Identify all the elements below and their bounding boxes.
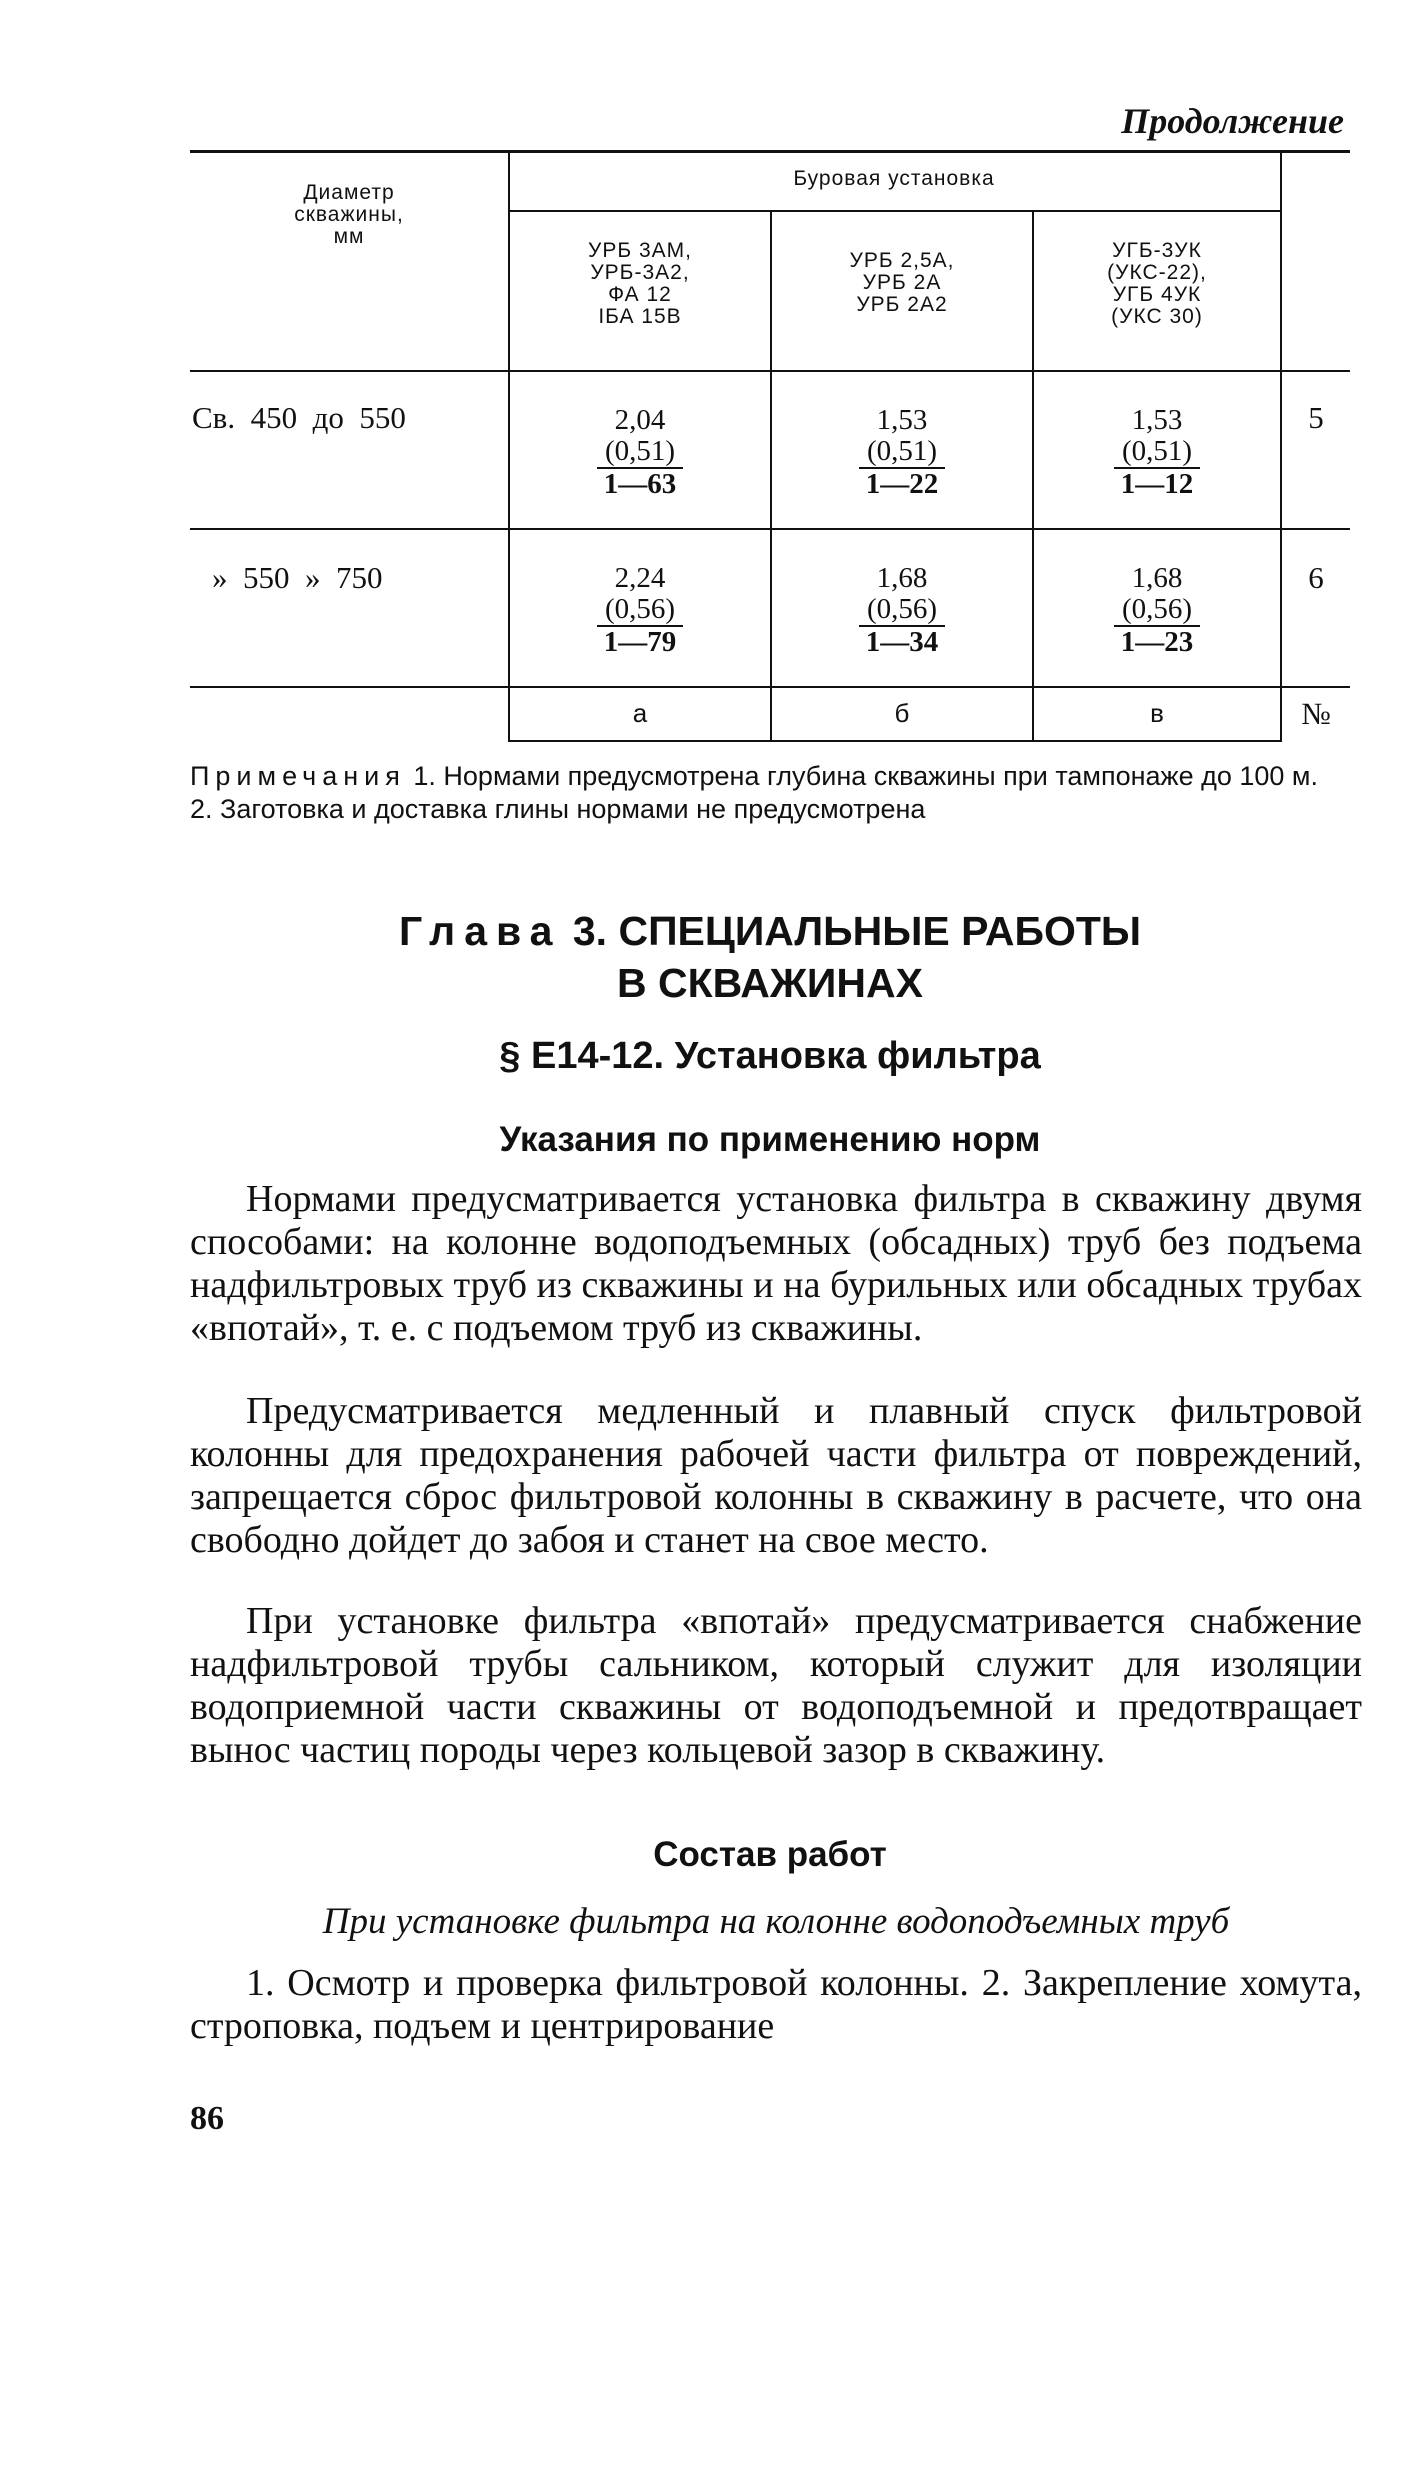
table-column-divider (1280, 150, 1282, 742)
table-top-rule (190, 150, 1350, 153)
cell-rate-secondary: (0,56) (859, 594, 945, 627)
diameter-header: Диаметр скважины, мм (294, 181, 404, 248)
cell-code: 1—12 (1120, 468, 1194, 500)
column-letter-b: б (894, 698, 910, 728)
row-number: 6 (1308, 560, 1324, 595)
cell-code: 1—63 (603, 468, 677, 500)
chapter-title-line-2: В СКВАЖИНАХ (617, 960, 923, 1006)
table-cell-value (1034, 405, 1280, 500)
column-header-b: УРБ 2,5А, УРБ 2А УРБ 2А2 (849, 249, 955, 316)
column-header-c: УГБ-3УК (УКС-22), УГБ 4УК (УКС 30) (1107, 239, 1207, 328)
chapter-title-line-1 (190, 905, 1350, 957)
column-header-a: УРБ 3АМ, УРБ-3А2, ФА 12 IБА 15В (588, 239, 692, 328)
cell-rate: 1,53 (1131, 404, 1183, 436)
cell-code: 1—79 (603, 626, 677, 658)
drilling-rig-group-header: Буровая установка (793, 167, 995, 190)
table-cell-value (510, 563, 770, 658)
table-cell-value (772, 405, 1032, 500)
chapter-heading (190, 905, 1350, 1009)
table-cell-value (510, 405, 770, 500)
table-letters-rule (508, 740, 1280, 742)
row-label: » 550 » 750 (212, 560, 383, 595)
table-cell-value (1034, 563, 1280, 658)
composition-subheading: При установке фильтра на колонне водоподъемных труб (322, 1901, 1230, 1942)
paragraph-2: Предусматривается медленный и плавный спуск фильтровой колонны для предохранения рабочей части фильтра от повреждений, запрещается сброс фильтровой колонны в скважину в расчете, что она свободно дойдет до забоя и станет на свое место. (190, 1390, 1362, 1561)
continued-label: Продолжение (1121, 101, 1344, 141)
cell-rate-secondary: (0,51) (859, 436, 945, 469)
cell-rate: 1,53 (876, 404, 928, 436)
section-title: § Е14-12. Установка фильтра (499, 1035, 1041, 1077)
cell-rate-secondary: (0,51) (1114, 436, 1200, 469)
chapter-word: Глава (398, 908, 562, 954)
cell-rate: 1,68 (1131, 562, 1183, 594)
page-number: 86 (190, 2100, 224, 2137)
row-label: Св. 450 до 550 (192, 400, 406, 435)
cell-rate: 2,04 (614, 404, 666, 436)
paragraph-1: Нормами предусматривается установка фильтра в скважину двумя способами: на колонне водоподъемных (обсадных) труб без подъема надфильтровых труб из скважины и на бурильных или обсадных трубах «впотай», т. е. с подъемом труб из скважины. (190, 1178, 1362, 1349)
column-letter-c: в (1150, 698, 1164, 728)
note-2: 2. Заготовка и доставка глины нормами не предусмотрена (190, 794, 926, 824)
column-letter-a: а (632, 698, 648, 728)
cell-rate: 2,24 (614, 562, 666, 594)
table-cell-value (772, 563, 1032, 658)
cell-code: 1—23 (1120, 626, 1194, 658)
cell-rate-secondary: (0,51) (597, 436, 683, 469)
composition-heading: Состав работ (653, 1835, 887, 1874)
note-1 (190, 760, 1360, 793)
row-number: 5 (1308, 400, 1324, 435)
chapter-title: 3. СПЕЦИАЛЬНЫЕ РАБОТЫ (561, 908, 1142, 954)
cell-code: 1—22 (865, 468, 939, 500)
number-sign: № (1301, 696, 1331, 731)
cell-code: 1—34 (865, 626, 939, 658)
table-notes (190, 760, 1360, 826)
table-group-rule (508, 210, 1280, 212)
cell-rate: 1,68 (876, 562, 928, 594)
composition-text: 1. Осмотр и проверка фильтровой колонны. 2. Закрепление хомута, строповка, подъем и центрирование (190, 1962, 1362, 2047)
cell-rate-secondary: (0,56) (597, 594, 683, 627)
note-1-text: 1. Нормами предусмотрена глубина скважины при тампонаже до 100 м. (405, 761, 1318, 791)
instructions-heading: Указания по применению норм (499, 1120, 1041, 1159)
notes-heading: Примечания (190, 761, 406, 791)
paragraph-3: При установке фильтра «впотай» предусматривается снабжение надфильтровой трубы сальником, который служит для изоляции водоприемной части скважины от водоподъемной и предотвращает вынос частиц породы через кольцевой зазор в скважину. (190, 1600, 1362, 1771)
cell-rate-secondary: (0,56) (1114, 594, 1200, 627)
